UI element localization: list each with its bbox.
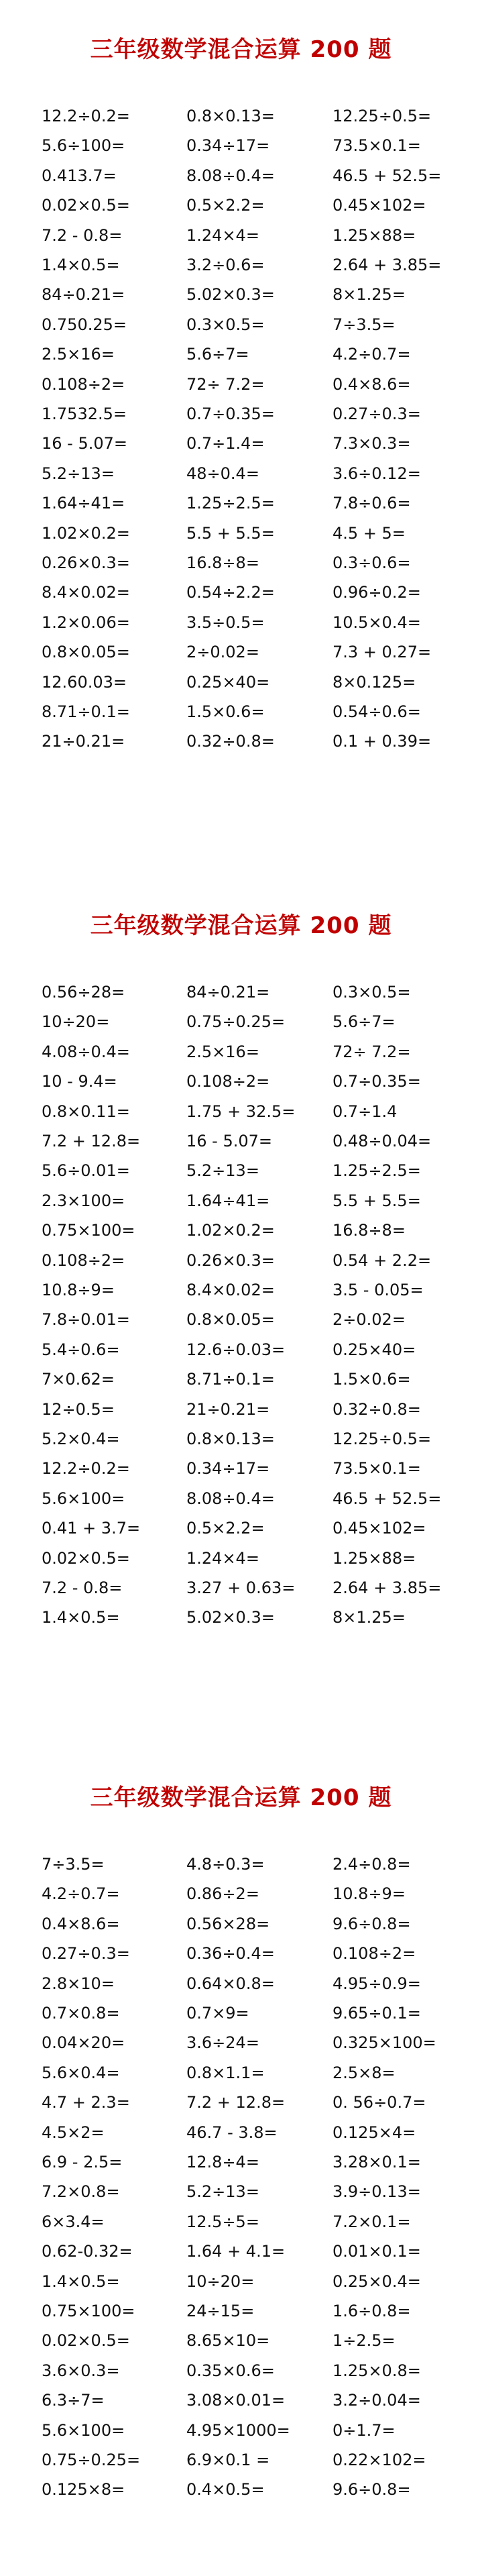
- math-problem: 24÷15=: [186, 2302, 255, 2320]
- math-problem: 0.02×0.5=: [42, 2331, 130, 2351]
- math-problem: 0.56÷28=: [42, 983, 125, 1002]
- math-problem: 8×1.25=: [333, 285, 406, 305]
- math-problem: 9.6÷0.8=: [333, 2480, 411, 2500]
- math-problem: 8.4×0.02=: [186, 1281, 275, 1299]
- math-problem: 84÷0.21=: [186, 983, 270, 1002]
- math-problem: 7.3 + 0.27=: [333, 643, 432, 662]
- math-problem: 1.25×88=: [333, 225, 416, 245]
- math-problem: 0.125×4=: [333, 2123, 416, 2142]
- math-problem: 12.25÷0.5=: [333, 107, 432, 125]
- math-problem: 0.8×0.05=: [42, 643, 130, 662]
- math-problem: 8.08÷0.4=: [186, 1489, 275, 1508]
- math-problem: 21÷0.21=: [42, 732, 125, 751]
- math-problem: 0.108÷2=: [42, 374, 125, 394]
- math-problem: 1.4×0.5=: [42, 256, 120, 274]
- math-problem: 7.2 - 0.8=: [42, 225, 123, 245]
- math-problem: 1.5×0.6=: [333, 1370, 411, 1389]
- math-problem: 4.5 + 5=: [333, 523, 406, 543]
- worksheet-title: 三年级数学混合运算 200 题: [90, 36, 392, 63]
- math-problem: 73.5×0.1=: [333, 1459, 421, 1479]
- math-problem: 1.64÷41=: [186, 1191, 270, 1210]
- math-problem: 16.8÷8=: [333, 1221, 406, 1240]
- math-problem: 1.25×0.8=: [333, 2361, 421, 2380]
- math-problem: 4.08÷0.4=: [42, 1042, 130, 1061]
- math-problem: 16 - 5.07=: [186, 1132, 273, 1150]
- math-problem: 3.28×0.1=: [333, 2153, 421, 2171]
- math-problem: 2.64 + 3.85=: [333, 256, 442, 274]
- math-problem: 3.9÷0.13=: [333, 2182, 421, 2202]
- math-problem: 0.45×102=: [333, 1519, 426, 1538]
- math-problem: 9.6÷0.8=: [333, 1914, 411, 1933]
- math-problem: 1.75 + 32.5=: [186, 1102, 296, 1121]
- math-problem: 10 - 9.4=: [42, 1072, 117, 1091]
- math-problem: 0.8×0.05=: [186, 1310, 275, 1330]
- math-problem: 0.54 + 2.2=: [333, 1250, 432, 1270]
- math-problem: 8.4×0.02=: [42, 583, 130, 602]
- math-problem: 3.2÷0.6=: [186, 256, 265, 274]
- math-problem: 1.02×0.2=: [186, 1221, 275, 1240]
- math-problem: 1.5×0.6=: [186, 702, 265, 721]
- math-problem: 0.32÷0.8=: [333, 1399, 421, 1419]
- math-problem: 8.65×10=: [186, 2331, 270, 2351]
- math-problem: 16.8÷8=: [186, 553, 259, 572]
- math-problem: 21÷0.21=: [186, 1399, 270, 1419]
- math-problem: 6×3.4=: [42, 2212, 105, 2231]
- math-problem: 0.64×0.8=: [186, 1974, 275, 1993]
- math-problem: 0.125×8=: [42, 2480, 125, 2500]
- math-problem: 3.08×0.01=: [186, 2391, 286, 2410]
- math-problem: 0.750.25=: [42, 315, 127, 334]
- math-problem: 1.02×0.2=: [42, 523, 130, 543]
- math-problem: 7.2 + 12.8=: [42, 1132, 141, 1150]
- math-problem: 4.2÷0.7=: [42, 1884, 120, 1904]
- math-problem: 0.62-0.32=: [42, 2242, 133, 2261]
- math-problem: 0.8×0.13=: [186, 107, 275, 125]
- math-problem: 1.4×0.5=: [42, 1608, 120, 1627]
- math-problem: 12.2÷0.2=: [42, 1459, 130, 1479]
- math-problem: 1.2×0.06=: [42, 612, 130, 632]
- math-problem: 5.6÷0.01=: [42, 1161, 130, 1181]
- math-problem: 5.6÷7=: [186, 345, 249, 364]
- math-problem: 0.27÷0.3=: [333, 405, 421, 423]
- math-problem: 2.5×16=: [42, 345, 115, 364]
- math-problem: 7.3×0.3=: [333, 434, 411, 453]
- math-problem: 7÷3.5=: [333, 315, 396, 334]
- math-problem: 8×1.25=: [333, 1608, 406, 1627]
- math-problem: 16 - 5.07=: [42, 434, 128, 453]
- math-problem: 0.02×0.5=: [42, 196, 130, 215]
- math-problem: 72÷ 7.2=: [333, 1042, 411, 1061]
- math-problem: 0.02×0.5=: [42, 1548, 130, 1568]
- math-problem: 0.4×0.5=: [186, 2480, 265, 2500]
- math-problem: 73.5×0.1=: [333, 136, 421, 156]
- math-problem: 0.7÷1.4: [333, 1102, 398, 1121]
- math-problem: 7.2×0.1=: [333, 2212, 411, 2231]
- math-problem: 0. 56÷0.7=: [333, 2093, 426, 2112]
- math-problem: 0.25×40=: [186, 672, 270, 692]
- math-problem: 0.04×20=: [42, 2033, 125, 2053]
- math-problem: 9.65÷0.1=: [333, 2004, 421, 2023]
- math-problem: 0.22×102=: [333, 2451, 426, 2469]
- math-problem: 46.5 + 52.5=: [333, 166, 442, 185]
- math-problem: 10÷20=: [186, 2271, 255, 2291]
- math-problem: 0.4×8.6=: [42, 1914, 120, 1933]
- math-problem: 8×0.125=: [333, 672, 416, 692]
- math-problem: 4.5×2=: [42, 2123, 105, 2142]
- math-problem: 1.25÷2.5=: [333, 1161, 421, 1181]
- math-problem: 1.25÷2.5=: [186, 494, 275, 513]
- math-problem: 3.5 - 0.05=: [333, 1281, 424, 1299]
- math-problem: 0.36÷0.4=: [186, 1944, 275, 1964]
- math-problem: 8.71÷0.1=: [186, 1370, 275, 1389]
- math-problem: 2.4÷0.8=: [333, 1855, 411, 1874]
- math-problem: 5.5 + 5.5=: [186, 523, 275, 543]
- math-problem: 2÷0.02=: [333, 1310, 406, 1330]
- math-problem: 0.75÷0.25=: [42, 2451, 141, 2469]
- math-problem: 12÷0.5=: [42, 1399, 115, 1419]
- math-problem: 4.7 + 2.3=: [42, 2093, 130, 2112]
- math-problem: 12.60.03=: [42, 672, 127, 692]
- math-problem: 3.27 + 0.63=: [186, 1578, 296, 1597]
- math-problem: 1.4×0.5=: [42, 2271, 120, 2291]
- math-problem: 1.25×88=: [333, 1548, 416, 1568]
- math-problem: 5.6×0.4=: [42, 2063, 120, 2082]
- math-problem: 5.2÷13=: [186, 2182, 259, 2202]
- math-problem: 0.48÷0.04=: [333, 1132, 432, 1150]
- math-problem: 0.4×8.6=: [333, 374, 411, 394]
- math-problem: 2.5×8=: [333, 2063, 396, 2082]
- math-problem: 0.75÷0.25=: [186, 1012, 286, 1032]
- math-problem: 0.35×0.6=: [186, 2361, 275, 2380]
- math-problem: 0.5×2.2=: [186, 1519, 265, 1538]
- math-problem: 4.95×1000=: [186, 2420, 290, 2440]
- math-problem: 0.41 + 3.7=: [42, 1519, 141, 1538]
- math-problem: 0.56×28=: [186, 1914, 270, 1933]
- math-problem: 1.64 + 4.1=: [186, 2242, 286, 2261]
- math-problem: 0.3÷0.6=: [333, 553, 411, 572]
- math-problem: 0.27÷0.3=: [42, 1944, 130, 1964]
- math-problem: 0.3×0.5=: [333, 983, 411, 1002]
- math-problem: 12.6÷0.03=: [186, 1340, 286, 1359]
- math-problem: 1.6÷0.8=: [333, 2302, 411, 2320]
- math-problem: 0.54÷2.2=: [186, 583, 275, 602]
- math-problem: 0.7÷0.35=: [333, 1072, 421, 1091]
- math-problem: 4.95÷0.9=: [333, 1974, 421, 1993]
- math-problem: 10.8÷9=: [42, 1281, 115, 1299]
- math-problem: 7.8÷0.6=: [333, 494, 411, 513]
- math-problem: 72÷ 7.2=: [186, 374, 265, 394]
- math-problem: 5.02×0.3=: [186, 1608, 275, 1627]
- math-problem: 0.108÷2=: [186, 1072, 270, 1091]
- math-problem: 0.5×2.2=: [186, 196, 265, 215]
- math-problem: 5.6÷100=: [42, 136, 125, 156]
- math-problem: 0.75×100=: [42, 1221, 135, 1240]
- math-problem: 1.7532.5=: [42, 405, 127, 423]
- math-problem: 0.7×9=: [186, 2004, 249, 2023]
- math-problem: 0.7÷1.4=: [186, 434, 265, 453]
- math-problem: 5.6×100=: [42, 2420, 125, 2440]
- math-problem: 46.5 + 52.5=: [333, 1489, 442, 1508]
- math-problem: 1.24×4=: [186, 225, 259, 245]
- math-problem: 0.45×102=: [333, 196, 426, 215]
- math-problem: 0.32÷0.8=: [186, 732, 275, 751]
- math-problem: 6.9 - 2.5=: [42, 2153, 123, 2171]
- math-problem: 0.413.7=: [42, 166, 117, 185]
- math-problem: 7.8÷0.01=: [42, 1310, 130, 1330]
- math-problem: 2.5×16=: [186, 1042, 259, 1061]
- math-problem: 3.6÷0.12=: [333, 464, 421, 483]
- math-problem: 0.01×0.1=: [333, 2242, 421, 2261]
- math-problem: 0.7×0.8=: [42, 2004, 120, 2023]
- math-problem: 5.6÷7=: [333, 1012, 396, 1032]
- math-problem: 4.2÷0.7=: [333, 345, 411, 364]
- math-problem: 0.108÷2=: [333, 1944, 416, 1964]
- math-problem: 0.26×0.3=: [42, 553, 130, 572]
- math-problem: 10÷20=: [42, 1012, 110, 1032]
- math-problem: 3.6×0.3=: [42, 2361, 120, 2380]
- math-problem: 5.02×0.3=: [186, 285, 275, 305]
- math-problem: 0.25×40=: [333, 1340, 416, 1359]
- math-problem: 84÷0.21=: [42, 285, 125, 305]
- worksheet-title: 三年级数学混合运算 200 题: [90, 912, 392, 939]
- math-problem: 8.71÷0.1=: [42, 702, 130, 721]
- math-problem: 2.8×10=: [42, 1974, 115, 1993]
- math-problem: 2÷0.02=: [186, 643, 259, 662]
- math-problem: 0.34÷17=: [186, 136, 270, 156]
- math-problem: 5.6×100=: [42, 1489, 125, 1508]
- math-problem: 7.2 - 0.8=: [42, 1578, 123, 1597]
- math-problem: 12.2÷0.2=: [42, 107, 130, 125]
- math-problem: 7÷3.5=: [42, 1855, 105, 1874]
- math-problem: 5.4÷0.6=: [42, 1340, 120, 1359]
- math-problem: 0.3×0.5=: [186, 315, 265, 334]
- math-problem: 0.54÷0.6=: [333, 702, 421, 721]
- math-problem: 0.26×0.3=: [186, 1250, 275, 1270]
- math-problem: 0.8×1.1=: [186, 2063, 265, 2082]
- math-problem: 3.5÷0.5=: [186, 612, 265, 632]
- math-problem: 0÷1.7=: [333, 2420, 396, 2440]
- math-problem: 1.24×4=: [186, 1548, 259, 1568]
- math-problem: 0.75×100=: [42, 2302, 135, 2320]
- math-problem: 7×0.62=: [42, 1370, 115, 1389]
- math-problem: 12.8÷4=: [186, 2153, 259, 2171]
- math-problem: 0.1 + 0.39=: [333, 732, 432, 751]
- worksheet-title: 三年级数学混合运算 200 题: [90, 1784, 392, 1811]
- math-problem: 46.7 - 3.8=: [186, 2123, 278, 2142]
- math-problem: 0.325×100=: [333, 2033, 436, 2053]
- math-problem: 48÷0.4=: [186, 464, 259, 483]
- math-problem: 0.25×0.4=: [333, 2271, 421, 2291]
- math-problem: 5.5 + 5.5=: [333, 1191, 421, 1210]
- math-problem: 0.8×0.11=: [42, 1102, 130, 1121]
- math-problem: 6.9×0.1 =: [186, 2451, 270, 2469]
- math-problem: 2.3×100=: [42, 1191, 125, 1210]
- math-problem: 7.2 + 12.8=: [186, 2093, 286, 2112]
- math-problem: 3.2÷0.04=: [333, 2391, 421, 2410]
- math-problem: 7.2×0.8=: [42, 2182, 120, 2202]
- math-problem: 0.34÷17=: [186, 1459, 270, 1479]
- math-problem: 0.86÷2=: [186, 1884, 259, 1904]
- math-problem: 4.8÷0.3=: [186, 1855, 265, 1874]
- math-problem: 6.3÷7=: [42, 2391, 105, 2410]
- math-problem: 3.6÷24=: [186, 2033, 259, 2053]
- math-problem: 0.7÷0.35=: [186, 405, 275, 423]
- math-problem: 1.64÷41=: [42, 494, 125, 513]
- math-problem: 5.2÷13=: [186, 1161, 259, 1181]
- math-problem: 8.08÷0.4=: [186, 166, 275, 185]
- math-problem: 10.8÷9=: [333, 1884, 406, 1904]
- math-problem: 5.2×0.4=: [42, 1430, 120, 1448]
- math-problem: 1÷2.5=: [333, 2331, 396, 2351]
- math-problem: 0.96÷0.2=: [333, 583, 421, 602]
- math-problem: 12.25÷0.5=: [333, 1430, 432, 1448]
- math-problem: 0.8×0.13=: [186, 1430, 275, 1448]
- math-problem: 10.5×0.4=: [333, 612, 421, 632]
- math-problem: 5.2÷13=: [42, 464, 115, 483]
- math-problem: 12.5÷5=: [186, 2212, 259, 2231]
- math-problem: 2.64 + 3.85=: [333, 1578, 442, 1597]
- math-problem: 0.108÷2=: [42, 1250, 125, 1270]
